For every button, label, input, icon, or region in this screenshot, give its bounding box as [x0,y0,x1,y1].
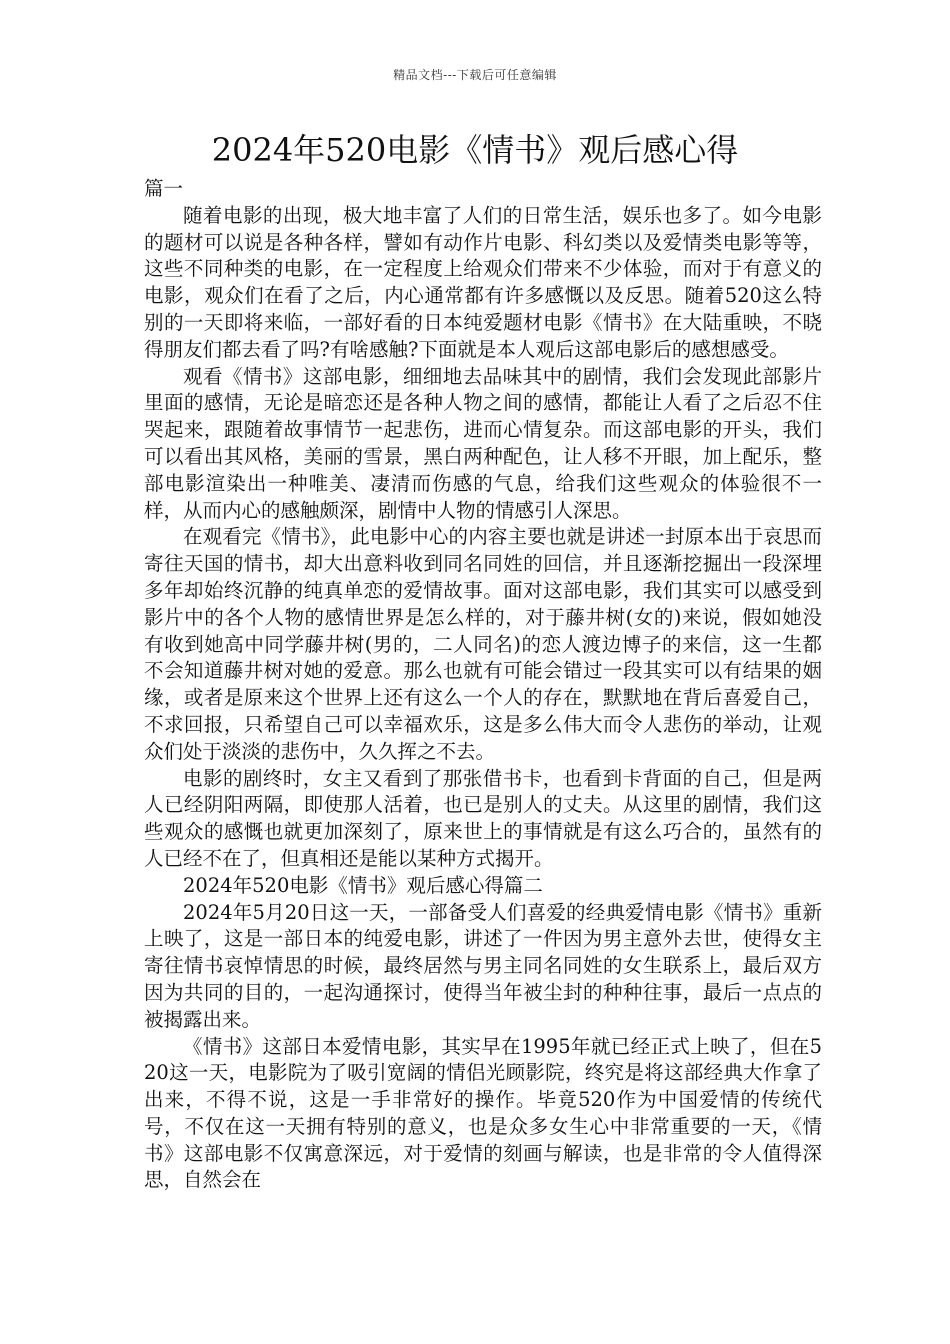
document-body [144,176,822,1194]
paragraph-2: 观看《情书》这部电影，细细地去品味其中的剧情，我们会发现此部影片里面的感情，无论是暗恋还是各种人物之间的感情，都能让人看了之后忍不住哭起来，跟随着故事情节一起悲伤，进而心情复杂。而这部电影的开头，我们可以看出其风格，美丽的雪景，黑白两种配色，让人移不开眼，加上配乐，整部电影渲染出一种唯美、凄清而伤感的气息，给我们这些观众的体验很不一样，从而内心的感触颇深，剧情中人物的情感引人深思。 [144,364,822,522]
page-header: 精品文档---下载后可任意编辑 [393,68,557,82]
paragraph-5: 2024年5月20日这一天，一部备受人们喜爱的经典爱情电影《情书》重新上映了，这是一部日本的纯爱电影，讲述了一件因为男主意外去世，使得女主寄往情书哀悼情思的时候，最终居然与男主同名同姓的女生联系上，最后双方因为共同的目的，一起沟通探讨，使得当年被尘封的种种往事，最后一点点的被揭露出来。 [144,900,822,1031]
document-title: 2024年520电影《情书》观后感心得 [211,131,739,169]
paragraph-6: 《情书》这部日本爱情电影，其实早在1995年就已经正式上映了，但在520这一天，电影院为了吸引宽阔的情侣光顾影院，终究是将这部经典大作拿了出来，不得不说，这是一手非常好的操作。毕竟520作为中国爱情的传统代号，不仅在这一天拥有特别的意义，也是众多女生心中非常重要的一天，《情书》这部电影不仅寓意深远，对于爱情的刻画与解读，也是非常的令人值得深思，自然会在 [144,1034,822,1192]
paragraph-4: 电影的剧终时，女主又看到了那张借书卡，也看到卡背面的自己，但是两人已经阴阳两隔，即使那人活着，也已是别人的丈夫。从这里的剧情，我们这些观众的感慨也就更加深刻了，原来世上的事情就是有这么巧合的，虽然有的人已经不在了，但真相还是能以某种方式揭开。 [144,766,822,870]
section-heading-2: 2024年520电影《情书》观后感心得篇二 [183,873,543,897]
paragraph-1: 随着电影的出现，极大地丰富了人们的日常生活，娱乐也多了。如今电影的题材可以说是各种各样，譬如有动作片电影、科幻类以及爱情类电影等等，这些不同种类的电影，在一定程度上给观众们带来不少体验，而对于有意义的电影，观众们在看了之后，内心通常都有许多感慨以及反思。随着520这么特别的一天即将来临，一部好看的日本纯爱题材电影《情书》在大陆重映，不晓得朋友们都去看了吗?有啥感触?下面就是本人观后这部电影后的感想感受。 [144,203,822,361]
section-label: 篇一 [144,177,184,200]
paragraph-3: 在观看完《情书》，此电影中心的内容主要也就是讲述一封原本出于哀思而寄往天国的情书，却大出意料收到同名同姓的回信，并且逐渐挖掘出一段深埋多年却始终沉静的纯真单恋的爱情故事。面对这部电影，我们其实可以感受到影片中的各个人物的感情世界是怎么样的，对于藤井树(女的)来说，假如她没有收到她高中同学藤井树(男的，二人同名)的恋人渡边博子的来信，这一生都不会知道藤井树对她的爱意。那么也就有可能会错过一段其实可以有结果的姻缘，或者是原来这个世界上还有这么一个人的存在，默默地在背后喜爱自己，不求回报，只希望自己可以幸福欢乐，这是多么伟大而令人悲伤的举动，让观众们处于淡淡的悲伤中，久久挥之不去。 [144,525,822,763]
